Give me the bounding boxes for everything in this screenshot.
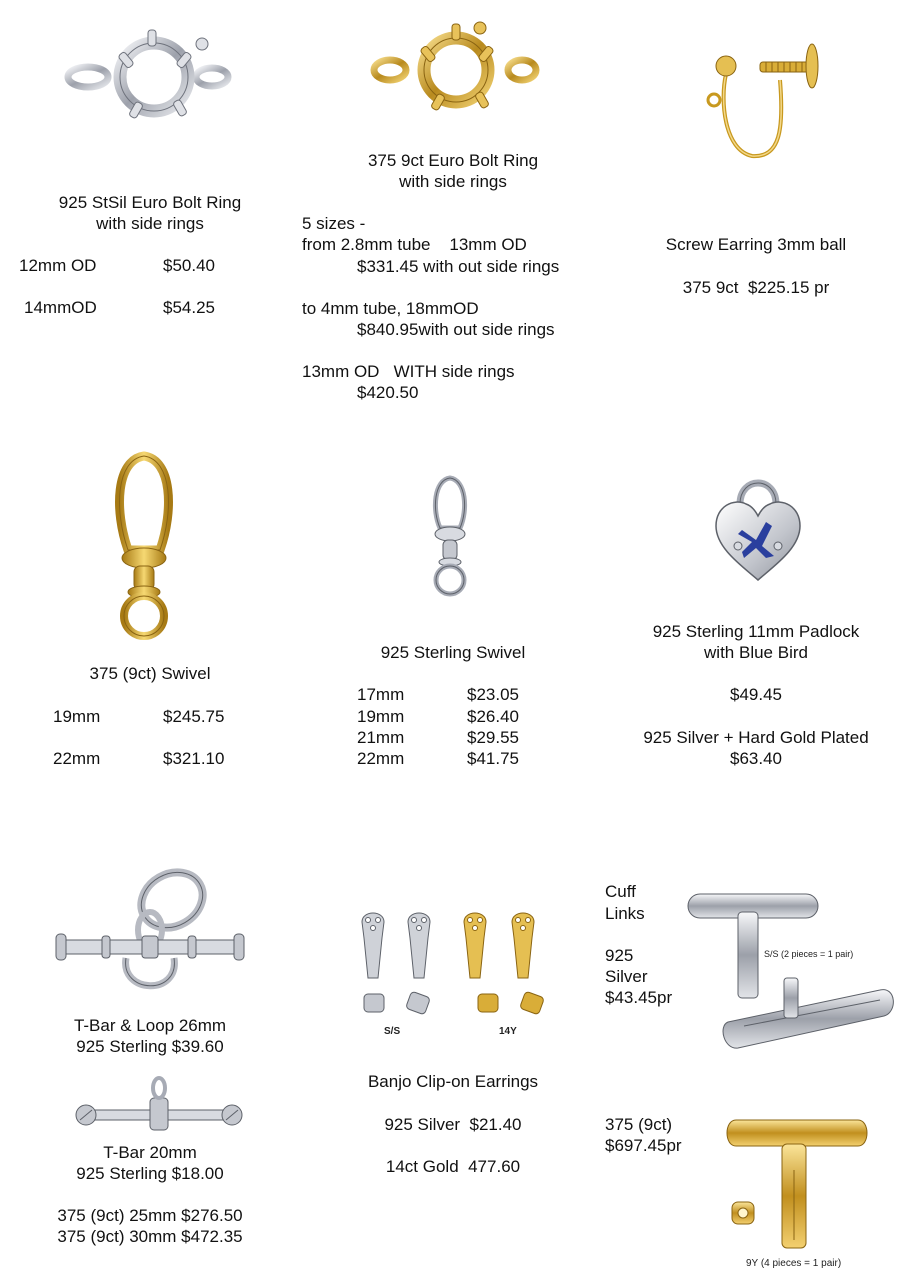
cufflinks-silver-label: S/S (2 pieces = 1 pair) — [764, 949, 854, 959]
banjo-label-ss: S/S — [384, 1026, 401, 1037]
euro-bolt-gold-detail: to 4mm tube, 18mmOD — [302, 299, 479, 318]
euro-bolt-gold-detail: $840.95with out side rings — [357, 320, 555, 339]
tbar-loop-image — [50, 862, 250, 1004]
size-label: 22mm — [53, 749, 101, 768]
price-value: $321.10 — [163, 749, 225, 768]
gold-clip — [464, 913, 544, 1015]
price-value: $245.75 — [163, 707, 225, 726]
size-label: 22mm — [357, 749, 405, 768]
cufflinks-text: $43.45pr — [605, 988, 673, 1007]
screw-earring-title: Screw Earring 3mm ball — [665, 235, 847, 254]
cufflinks-text: Links — [605, 904, 645, 923]
banjo-title: Banjo Clip-on Earrings — [367, 1072, 539, 1091]
padlock-variant: 925 Silver + Hard Gold Plated — [643, 728, 869, 747]
euro-bolt-gold-title: 375 9ct Euro Bolt Ring with side rings — [367, 151, 539, 191]
banjo-price: 925 Silver $21.40 — [384, 1115, 522, 1134]
banjo-label-14y: 14Y — [499, 1026, 517, 1037]
tbar-variant: 375 (9ct) 30mm $472.35 — [57, 1227, 243, 1246]
padlock-image — [712, 470, 804, 584]
screw-earring-price: 375 9ct $225.15 pr — [682, 278, 830, 297]
swivel-gold-title: 375 (9ct) Swivel — [89, 664, 211, 683]
size-label: 12mm OD — [19, 256, 97, 275]
size-label: 19mm — [357, 707, 405, 726]
euro-bolt-gold-detail: from 2.8mm tube 13mm OD — [302, 235, 527, 254]
swivel-silver-title: 925 Sterling Swivel — [380, 643, 526, 662]
price-value: $23.05 — [467, 685, 519, 704]
tbar-image — [74, 1076, 244, 1138]
gold-euro-bolt-ring-image — [368, 18, 544, 118]
banjo-earrings-image — [352, 904, 558, 1044]
cufflinks-gold-label: 9Y (4 pieces = 1 pair) — [746, 1258, 842, 1269]
price-value: $41.75 — [467, 749, 519, 768]
size-label: 17mm — [357, 685, 405, 704]
gold-swivel-image — [106, 450, 182, 646]
euro-bolt-gold-detail: $420.50 — [357, 383, 419, 402]
cufflinks-text: 925 — [605, 946, 634, 965]
screw-earring-image — [700, 40, 824, 162]
cufflinks-gold-text: 375 (9ct) — [605, 1115, 673, 1134]
cufflinks-gold-text: $697.45pr — [605, 1136, 682, 1155]
euro-bolt-gold-detail: 5 sizes - — [302, 214, 366, 233]
size-label: 19mm — [53, 707, 101, 726]
padlock-title: 925 Sterling 11mm Padlock with Blue Bird — [652, 622, 860, 662]
tbar-price: 925 Sterling $18.00 — [76, 1164, 224, 1183]
silver-clip — [362, 913, 430, 1015]
tbar-title: T-Bar 20mm — [103, 1143, 197, 1162]
price-value: $50.40 — [163, 256, 215, 275]
price-value: $29.55 — [467, 728, 519, 747]
silver-cufflinks-image — [684, 882, 900, 1052]
euro-bolt-gold-detail: 13mm OD WITH side rings — [302, 362, 515, 381]
silver-euro-bolt-ring-image — [62, 22, 234, 128]
gold-cufflinks-image — [724, 1110, 870, 1256]
size-label: 14mmOD — [24, 298, 97, 317]
size-label: 21mm — [357, 728, 405, 747]
euro-bolt-silver-title: 925 StSil Euro Bolt Ring with side rings — [58, 193, 242, 233]
banjo-price: 14ct Gold 477.60 — [385, 1157, 521, 1176]
padlock-price: $49.45 — [730, 685, 782, 704]
cufflinks-text: Silver — [605, 967, 648, 986]
tbar-variant: 375 (9ct) 25mm $276.50 — [57, 1206, 243, 1225]
tbar-loop-price: 925 Sterling $39.60 — [76, 1037, 224, 1056]
tbar-loop-title: T-Bar & Loop 26mm — [73, 1016, 227, 1035]
euro-bolt-gold-detail: $331.45 with out side rings — [357, 257, 560, 276]
padlock-variant-price: $63.40 — [730, 749, 782, 768]
price-value: $26.40 — [467, 707, 519, 726]
cufflinks-text: Cuff — [605, 882, 636, 901]
silver-swivel-image — [426, 474, 474, 602]
price-value: $54.25 — [163, 298, 215, 317]
